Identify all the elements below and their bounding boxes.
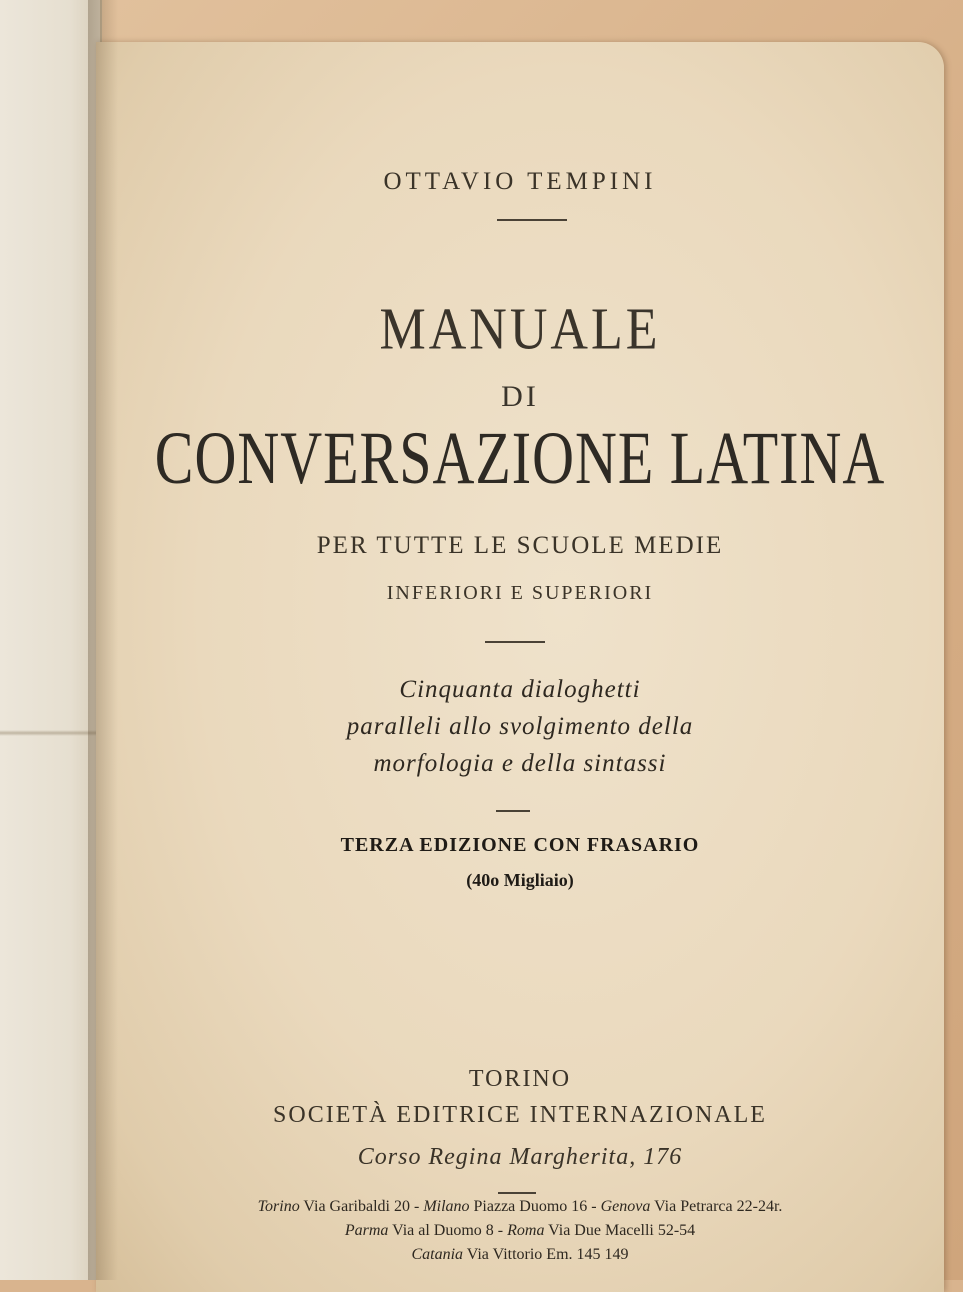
divider-rule xyxy=(498,1192,536,1194)
branch-city: Roma xyxy=(507,1222,545,1239)
title-line-3: CONVERSAZIONE LATINA xyxy=(154,415,886,500)
facing-page xyxy=(0,0,102,1280)
divider-rule xyxy=(485,641,545,643)
branch-city: Milano xyxy=(423,1198,470,1215)
branch-line-3 xyxy=(96,1246,944,1264)
title-line-1: MANUALE xyxy=(379,296,661,363)
divider-rule xyxy=(497,219,567,221)
subtitle-line-2: INFERIORI E SUPERIORI xyxy=(386,582,654,604)
branch-address: Via al Duomo 8 - xyxy=(388,1222,508,1239)
imprint-city: TORINO xyxy=(468,1066,572,1092)
imprint-publisher: SOCIETÀ EDITRICE INTERNAZIONALE xyxy=(273,1102,767,1128)
branch-city: Genova xyxy=(600,1198,651,1215)
edition-text: TERZA EDIZIONE CON FRASARIO xyxy=(340,834,700,856)
branch-address: Via Garibaldi 20 - xyxy=(299,1198,424,1215)
branch-address: Via Vittorio Em. 145 149 xyxy=(463,1246,629,1263)
branch-address: Piazza Duomo 16 - xyxy=(469,1198,601,1215)
branch-city: Torino xyxy=(257,1198,300,1215)
branch-address: Via Petrarca 22-24r. xyxy=(650,1198,783,1215)
branch-line-2 xyxy=(96,1222,944,1240)
branch-city: Catania xyxy=(411,1246,464,1263)
imprint-address: Corso Regina Margherita, 176 xyxy=(357,1144,683,1170)
page-crease xyxy=(0,730,96,736)
branch-line-1 xyxy=(96,1198,944,1216)
description-line-2: paralleli allo svolgimento della xyxy=(346,713,694,740)
divider-rule xyxy=(496,810,530,812)
branch-city: Parma xyxy=(344,1222,389,1239)
description-line-3: morfologia e della sintassi xyxy=(373,750,667,777)
author-name: OTTAVIO TEMPINI xyxy=(383,168,657,195)
print-run-text: (40o Migliaio) xyxy=(466,870,574,890)
description-line-1: Cinquanta dialoghetti xyxy=(399,676,641,703)
branch-address: Via Due Macelli 52-54 xyxy=(544,1222,696,1239)
subtitle-line-1: PER TUTTE LE SCUOLE MEDIE xyxy=(316,532,724,559)
title-line-2: DI xyxy=(501,380,539,413)
